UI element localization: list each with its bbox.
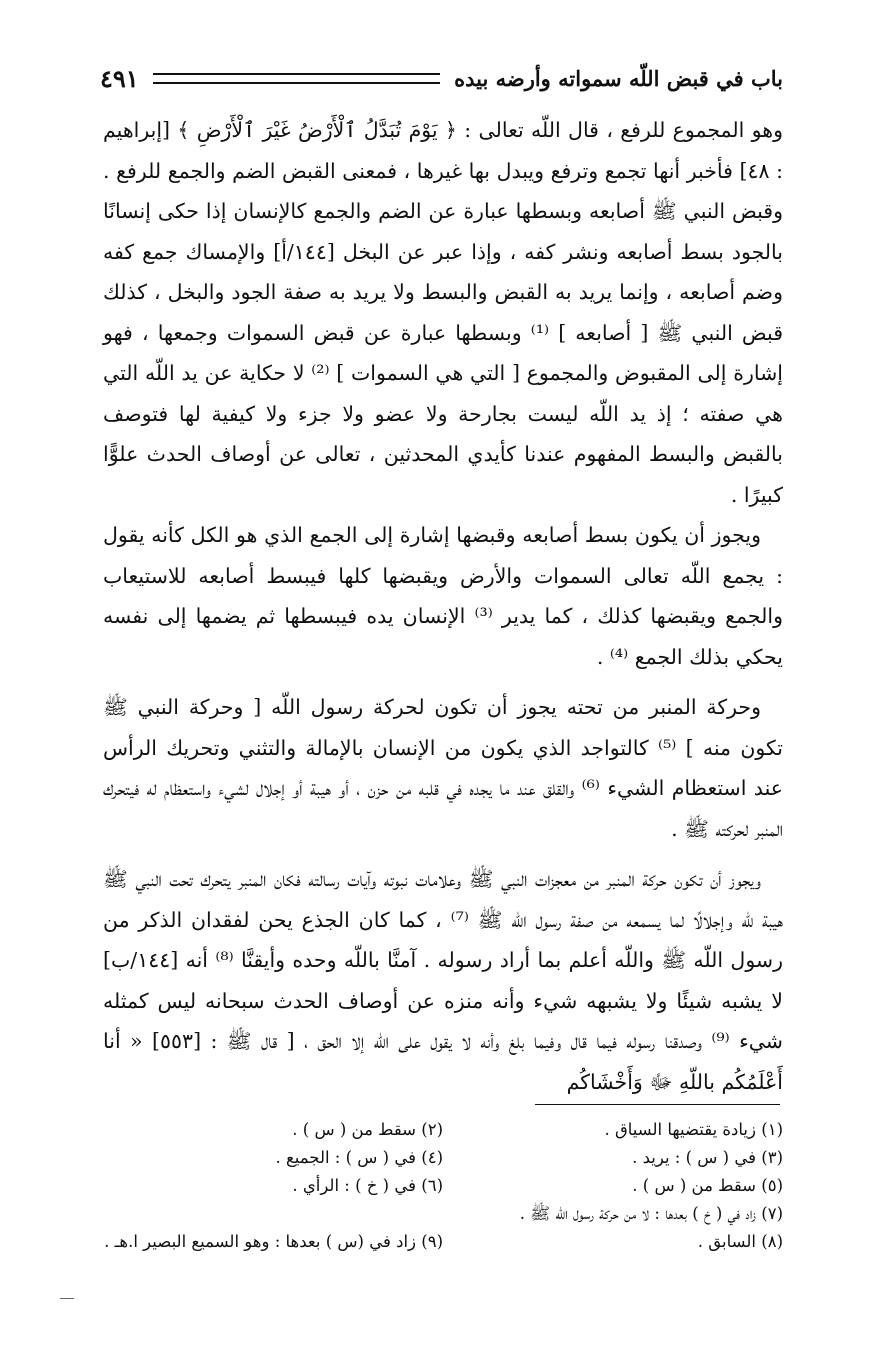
footnote-row [103, 1200, 783, 1228]
footnote-row [103, 1228, 783, 1256]
page-header [100, 58, 783, 98]
paragraph: وهو المجموع للرفع ، قال اللّه تعالى : ﴿ يَوْمَ تُبَدَّلُ ٱلْأَرْضُ غَيْرَ ٱلْأَرْضِ ﴾ [إبراهيم : ٤٨] فأخبر أنها تجمع وترفع ويبدل بها غيرها ، فمعنى القبض الضم والجمع للرفع . وقبض النبي ﷺ أصابعه وبسطها عبارة عن الضم والجمع كالإنسان إذا حكى إنسانًا بالجود بسط أصابعه ونشر كفه ، وإذا عبر عن البخل [١٤٤/أ] والإمساك جمع كفه وضم أصابعه ، وإنما يريد به القبض والبسط ولا يريد به صفة الجود والبخل ، كذلك قبض النبي ﷺ [ أصابعه ] ⁽¹⁾ وبسطها عبارة عن قبض السموات وجمعها ، فهو إشارة إلى المقبوض والمجموع [ التي هي السموات ] ⁽²⁾ لا حكاية عن يد اللّه التي هي صفته ؛ إذ يد اللّه ليست بجارحة ولا عضو ولا جزء ولا كيفية لها فتوصف بالقبض والبسط المفهوم عندنا كأيدي المحدثين ، تعالى عن أوصاف الحدث علوًّا كبيرًا . [103, 118, 784, 507]
footnote-separator [535, 1104, 780, 1105]
footnote-row [103, 1144, 783, 1172]
footnotes [103, 1116, 783, 1256]
footnote-4: (٤) في ( س ) : الجميع . [275, 1148, 443, 1167]
footnote-3: (٣) في ( س ) : يريد . [632, 1148, 783, 1167]
footnote-row [103, 1172, 783, 1200]
paragraph: ويجوز أن تكون حركة المنبر من معجزات النبي ﷺ وعلامات نبوته وآيات رسالته فكان المنبر يتحرك تحت النبي ﷺ هيبة للّه وإجلالًا لما يسمعه من صفة رسول اللّه ﷺ ⁽⁷⁾ ، كما كان الجذع يحن لفقدان الذكر من رسول اللّه ﷺ واللّه أعلم بما أراد رسوله . آمنَّا باللّه وحده وأيقنَّا ⁽⁸⁾ أنه [١٤٤/ب] لا يشبه شيئًا ولا يشبهه شيء وأنه منزه عن أوصاف الحدث سبحانه ليس كمثله شيء ⁽⁹⁾ وصدقنا رسوله فيما قال وفيما بلغ وأنه لا يقول على اللّه إلا الحق ، [ قال ﷺ : [٥٥٣] « أنا أَعْلَمُكُم باللّهِ ﷻ وَأَخْشَاكُم [103, 867, 783, 1094]
main-text [103, 110, 783, 1102]
chapter-title: باب في قبض اللّه سمواته وأرضه بيده [454, 65, 783, 91]
page-number: ٤٩١ [100, 63, 139, 93]
footnote-9: (٩) زاد في (س ) بعدها : وهو السميع البصير ا.هـ . [104, 1232, 443, 1251]
footnote-1: (١) زيادة يقتضيها السياق . [604, 1120, 783, 1139]
footnote-row [103, 1116, 783, 1144]
footnote-6: (٦) في ( خ ) : الرأي . [292, 1176, 443, 1195]
footnote-5: (٥) سقط من ( س ) . [632, 1176, 783, 1195]
scan-mark [60, 1298, 74, 1299]
footnote-8: (٨) السابق . [697, 1232, 783, 1251]
paragraph: وحركة المنبر من تحته يجوز أن تكون لحركة رسول اللّه [ وحركة النبي ﷺ تكون منه ] ⁽⁵⁾ كالتواجد الذي يكون من الإنسان بالإمالة والتثني وتحريك الرأس عند استعظام الشيء ⁽⁶⁾ والقلق عند ما يجده في قلبه من حزن ، أو هيبة أو إجلال لشيء واستعظام له فيتحرك المنبر لحركته ﷺ . [103, 695, 783, 841]
header-double-rule [153, 73, 440, 84]
footnote-2: (٢) سقط من ( س ) . [292, 1120, 443, 1139]
paragraph: ويجوز أن يكون بسط أصابعه وقبضها إشارة إلى الجمع الذي هو الكل كأنه يقول : يجمع اللّه تعالى السموات والأرض ويقبضها كلها فيبسط أصابعه للاستيعاب والجمع ويقبضها كذلك ، كما يدير ⁽³⁾ الإنسان يده فيبسطها ثم يضمها إلى نفسه يحكي بذلك الجمع ⁽⁴⁾ . [103, 523, 783, 669]
footnote-7: (٧) زاد في ( خ ) بعدها : لا من حركة رسول اللّه ﷺ . [519, 1204, 783, 1223]
